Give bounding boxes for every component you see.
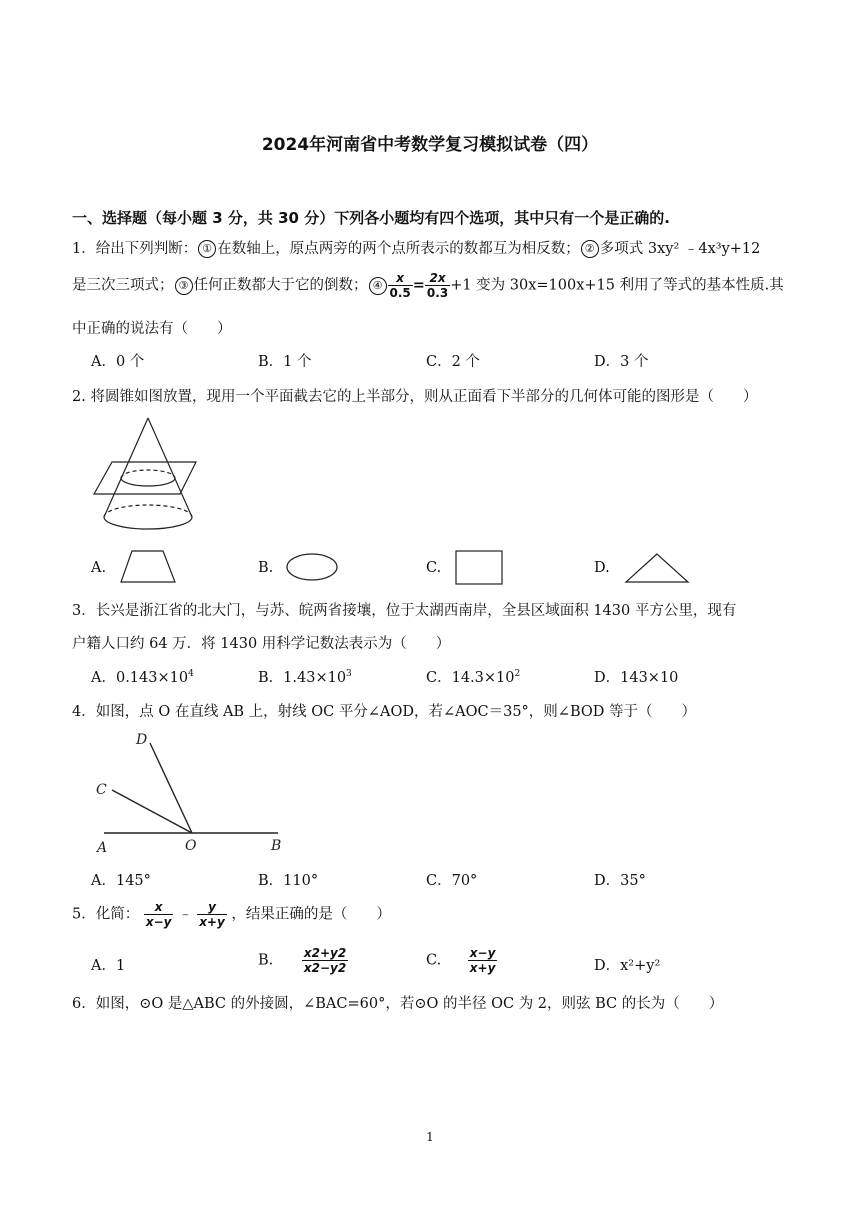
page-number: 1: [426, 1130, 434, 1144]
q2-option-d[interactable]: D.: [594, 560, 610, 576]
section-heading: 一、选择题（每小题 3 分，共 30 分）下列各小题均有四个选项，其中只有一个是正确的.: [72, 209, 670, 227]
q1-option-a[interactable]: A．0 个: [91, 354, 145, 370]
circled-number-3: ③: [175, 277, 193, 295]
q5-suffix: ，结果正确的是（ ）: [231, 906, 391, 923]
q3-line1: 3．长兴是浙江省的北大门，与苏、皖两省接壤，位于太湖西南岸，全县区域面积 1430 平方公里，现有: [72, 603, 737, 619]
equals-sign: =: [412, 277, 425, 294]
q6-text: 6．如图，⊙O 是△ABC 的外接圆，∠BAC=60°，若⊙O 的半径 OC 为 2，则弦 BC 的长为（ ）: [72, 996, 724, 1012]
q1-statement-3: 任何正数都大于它的倒数；: [193, 277, 368, 294]
circled-number-1: ①: [198, 240, 216, 258]
fraction-2x-over-0.3: $\frac{2x}{0.3}$: [426, 271, 449, 300]
fraction-x-minus-y-over-x-plus-y: $\frac{x-y}{x+y}$: [469, 946, 496, 975]
q3-option-b[interactable]: B．$1.43\times 10^3$: [258, 669, 352, 686]
q2-option-b[interactable]: B.: [258, 560, 274, 576]
q2-text: 2. 将圆锥如图放置，现用一个平面截去它的上半部分，则从正面看下半部分的几何体可能的图形是（ ）: [72, 389, 758, 405]
label-c: C: [96, 782, 107, 798]
q3-line2: 户籍人口约 64 万．将 1430 用科学记数法表示为（ ）: [72, 636, 451, 652]
q1-line3: 中正确的说法有（ ）: [72, 321, 232, 337]
fraction-x-over-x-minus-y: $\frac{x}{x-y}$: [145, 900, 172, 929]
q1-prefix: 1．给出下列判断：: [72, 241, 198, 257]
q3-option-c[interactable]: C．$14.3\times 10^2$: [426, 669, 521, 686]
q5-prefix: 5．化简：: [72, 906, 140, 923]
fraction-x2y2: $\frac{x2+y2}{x2-y2}$: [303, 946, 347, 975]
circled-number-2: ②: [581, 240, 599, 258]
q5-option-d[interactable]: D．x²+y²: [594, 958, 661, 974]
fraction-x-over-0.5: $\frac{x}{0.5}$: [389, 271, 411, 300]
q5-option-c[interactable]: C. $\frac{x-y}{x+y}$: [426, 946, 496, 975]
q1-statement-2-end: 是三次三项式；: [72, 277, 174, 294]
minus-sign: ﹣: [178, 906, 193, 923]
q3-option-d[interactable]: D．143×10: [594, 670, 679, 686]
q1-option-c[interactable]: C．2 个: [426, 354, 480, 370]
label-b: B: [271, 838, 282, 854]
q4-text: 4．如图，点 O 在直线 AB 上，射线 OC 平分∠AOD，若∠AOC＝35°，则∠BOD 等于（ ）: [72, 704, 697, 720]
q5-option-b[interactable]: B. $\frac{x2+y2}{x2-y2}$: [258, 946, 347, 975]
q3-option-a[interactable]: A．$0.143\times 10^4$: [91, 669, 194, 686]
q2-option-c[interactable]: C.: [426, 560, 442, 576]
q5-option-a[interactable]: A．1: [91, 958, 126, 974]
label-a: A: [97, 840, 108, 856]
fraction-y-over-x-plus-y: $\frac{y}{x+y}$: [199, 900, 225, 929]
q5-text: [72, 900, 391, 929]
q1-statement-2: 多项式 3xy² ﹣4x³y+12: [599, 241, 761, 257]
label-d: D: [136, 732, 148, 748]
q1-statement-1: 在数轴上，原点两旁的两个点所表示的数都互为相反数；: [217, 241, 580, 257]
q4-option-b[interactable]: B．110°: [258, 873, 319, 889]
label-o: O: [185, 838, 197, 854]
q2-option-a[interactable]: A.: [91, 560, 107, 576]
q4-option-a[interactable]: A．145°: [91, 873, 151, 889]
q4-option-d[interactable]: D．35°: [594, 873, 646, 889]
q1-option-d[interactable]: D．3 个: [594, 354, 649, 370]
q1-option-b[interactable]: B．1 个: [258, 354, 312, 370]
circled-number-4: ④: [369, 277, 387, 295]
page-title: 2024年河南省中考数学复习模拟试卷（四）: [261, 135, 599, 155]
q1-statement-4: +1 变为 30x=100x+15 利用了等式的基本性质.其: [450, 277, 784, 294]
q4-option-c[interactable]: C．70°: [426, 873, 478, 889]
